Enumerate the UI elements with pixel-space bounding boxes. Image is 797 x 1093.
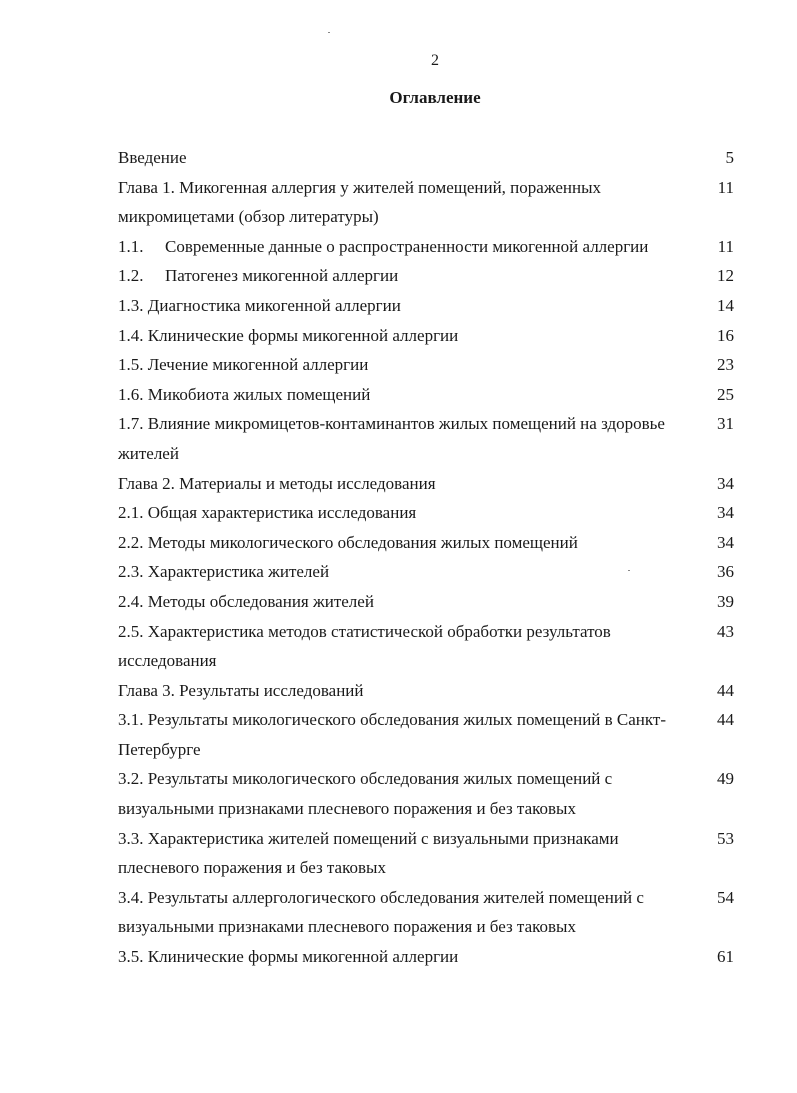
toc-entry-text: 1.3. Диагностика микогенной аллергии <box>118 295 401 315</box>
toc-entry-title: Современные данные о распространенности микогенной аллергии <box>165 236 649 256</box>
toc-entry-text: Глава 2. Материалы и методы исследования <box>118 473 436 493</box>
toc-entry-1-6 <box>118 380 740 410</box>
toc-entry-text: 3.2. Результаты микологического обследования жилых помещений с визуальными признаками плесневого поражения и без таковых <box>118 769 613 819</box>
scan-speck <box>328 32 330 33</box>
toc-entry-1-4 <box>118 321 740 351</box>
page-number: 2 <box>431 52 439 69</box>
toc-entry-text: 2.3. Характеристика жителей <box>118 562 330 582</box>
toc-entry-introduction <box>118 143 740 173</box>
toc-entry-page: 5 <box>725 148 734 167</box>
toc-entry-2-4 <box>118 587 740 617</box>
toc-entry-2-2 <box>118 528 740 558</box>
toc-entry-number: 1.1. <box>118 236 144 256</box>
toc-entry-1-2 <box>118 261 740 291</box>
toc-entry-text: 2.4. Методы обследования жителей <box>118 591 374 611</box>
toc-entry-2-3 <box>118 557 740 587</box>
toc-entry-text: 2.1. Общая характеристика исследования <box>118 503 417 523</box>
toc-entry-page: 44 <box>717 680 734 700</box>
toc-entry-3-1 <box>118 705 740 764</box>
toc-entry-text <box>118 261 698 291</box>
toc-entry-3-2 <box>118 764 740 823</box>
toc-entry-text: 3.3. Характеристика жителей помещений с визуальными признаками плесневого поражения и без таковых <box>118 828 619 878</box>
toc-entry-3-3 <box>118 824 740 883</box>
toc-entry-text: 1.6. Микобиота жилых помещений <box>118 384 371 404</box>
toc-entry-text: Введение <box>118 148 187 167</box>
toc-entry-page: 61 <box>717 947 734 967</box>
toc-entry-chapter-1 <box>118 173 740 232</box>
toc-entry-text: 2.2. Методы микологического обследования жилых помещений <box>118 532 578 552</box>
toc-entry-chapter-3 <box>118 676 740 706</box>
toc-entry-text: Глава 1. Микогенная аллергия у жителей помещений, пораженных микромицетами (обзор литературы) <box>118 177 602 227</box>
toc-entry-page: 49 <box>717 769 734 789</box>
toc-entry-number: 1.2. <box>118 266 144 286</box>
toc-entry-page: 14 <box>717 295 734 315</box>
toc-entry-page: 54 <box>717 887 734 907</box>
toc-entry-text: 3.4. Результаты аллергологического обследования жителей помещений с визуальными признаками плесневого поражения и без таковых <box>118 887 644 937</box>
toc-entry-text: 2.5. Характеристика методов статистической обработки результатов исследования <box>118 621 611 671</box>
toc-entry-text: 3.1. Результаты микологического обследования жилых помещений в Санкт-Петербурге <box>118 710 667 759</box>
toc-entry-text: Глава 3. Результаты исследований <box>118 680 364 700</box>
toc-entry-text: 1.4. Клинические формы микогенной аллергии <box>118 325 459 345</box>
toc-title: Оглавление <box>389 88 481 107</box>
toc-entry-chapter-2 <box>118 469 740 499</box>
toc-entry-2-5 <box>118 617 740 676</box>
toc-entry-text <box>118 232 698 262</box>
toc-entry-page: 16 <box>717 325 734 345</box>
toc-entry-page: 53 <box>717 828 734 848</box>
toc-entry-page: 11 <box>717 236 734 256</box>
toc-entry-page: 12 <box>717 266 734 286</box>
toc-entry-page: 23 <box>717 355 734 375</box>
toc-entry-page: 39 <box>717 591 734 611</box>
toc-entry-1-3 <box>118 291 740 321</box>
toc-entry-page: 36 <box>717 562 734 582</box>
toc-entry-3-5 <box>118 942 740 972</box>
toc-entry-page: 34 <box>717 503 734 523</box>
toc-entry-1-1 <box>118 232 740 262</box>
toc-entry-page: 44 <box>717 710 734 730</box>
toc-entry-text: 3.5. Клинические формы микогенной аллергии <box>118 947 459 967</box>
toc-entry-1-7 <box>118 409 740 468</box>
toc-entry-page: 34 <box>717 473 734 493</box>
toc-entry-3-4 <box>118 883 740 942</box>
toc-entry-1-5 <box>118 350 740 380</box>
toc-entry-title: Патогенез микогенной аллергии <box>165 266 399 286</box>
toc-entry-text: 1.5. Лечение микогенной аллергии <box>118 355 369 375</box>
toc-entry-page: 43 <box>717 621 734 641</box>
toc-entry-page: 11 <box>717 177 734 197</box>
toc-entry-page: 34 <box>717 532 734 552</box>
toc-entry-text: 1.7. Влияние микромицетов-контаминантов жилых помещений на здоровье жителей <box>118 414 665 463</box>
toc-entry-2-1 <box>118 498 740 528</box>
table-of-contents <box>118 143 740 972</box>
toc-entry-page: 25 <box>717 384 734 404</box>
toc-entry-page: 31 <box>717 414 734 434</box>
